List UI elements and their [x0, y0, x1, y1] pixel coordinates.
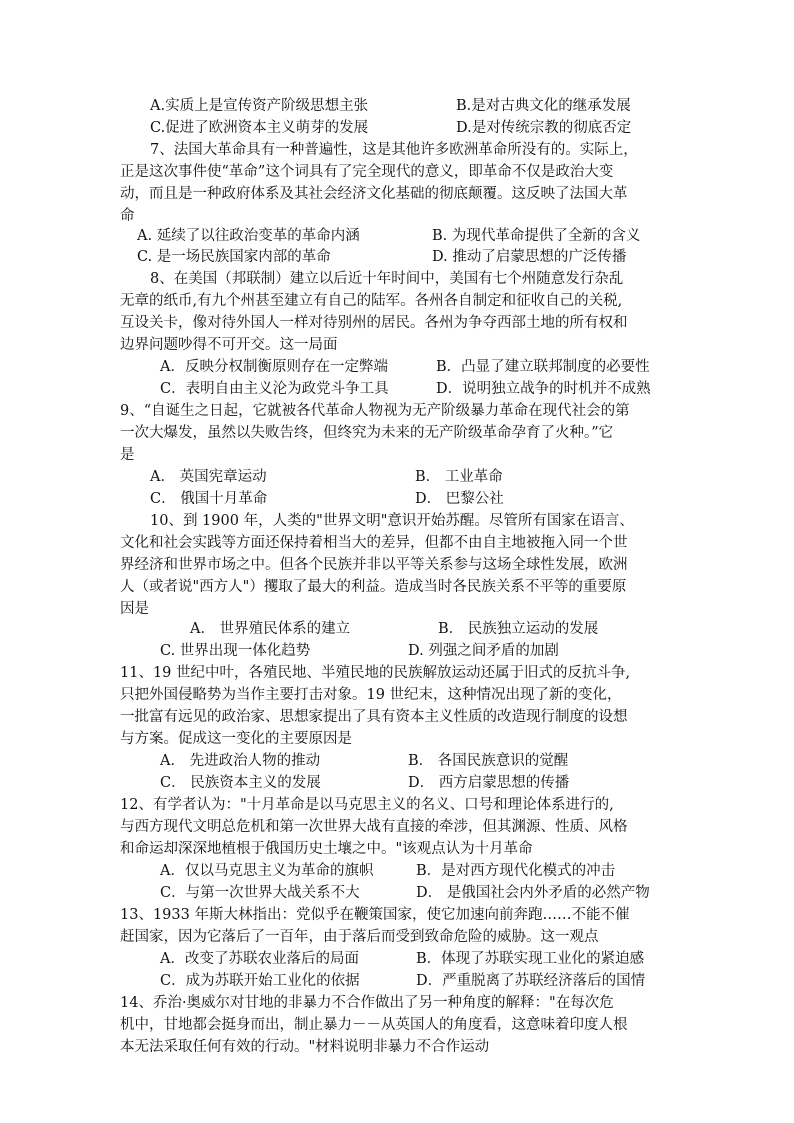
q9-stem-line-2: 一次大爆发，虽然以失败告终，但终究为未来的无产阶级革命孕育了火种。”它: [120, 425, 614, 441]
q10-stem-line-5: 因是: [120, 601, 149, 617]
q7-option-d: D. 推动了启蒙思想的广泛传播: [432, 249, 627, 265]
q10-option-b: B． 民族独立运动的发展: [438, 621, 599, 637]
q11-stem-line-2: 只把外国侵略势为当作主要打击对象。19 世纪末，这种情况出现了新的变化，: [120, 687, 622, 703]
q8-stem-line-2: 无章的纸币,有九个州甚至建立有自己的陆军。各州各自制定和征收自己的关税,: [120, 293, 623, 309]
q12-stem-line-3: 和命运却深深地植根于俄国历史土壤之中。"该观点认为十月革命: [120, 841, 533, 857]
q13-option-d: D．严重脱离了苏联经济落后的国情: [416, 973, 646, 989]
q7-stem-line-3: 动，而且是一种政府体系及其社会经济文化基础的彻底颠覆。这反映了法国大革: [120, 186, 628, 202]
q9-option-b: B． 工业革命: [415, 469, 503, 485]
q10-option-d: D. 列强之间矛盾的加剧: [408, 643, 559, 659]
q14-stem-line-3: 本无法采取任何有效的行动。"材料说明非暴力不合作运动: [120, 1039, 490, 1055]
q11-option-a: A． 先进政治人物的推动: [160, 753, 321, 769]
q13-stem-line-1: 13、1933 年斯大林指出：党似乎在鞭策国家，使它加速向前奔跑……不能不催: [120, 907, 630, 923]
q7-option-a: A. 延续了以往政治变革的革命内涵: [137, 228, 360, 244]
q12-option-d: D． 是俄国社会内外矛盾的必然产物: [416, 885, 650, 901]
q8-option-a: A．反映分权制衡原则存在一定弊端: [160, 359, 388, 375]
q10-option-a: A． 世界殖民体系的建立: [190, 621, 351, 637]
q7-option-b: B. 为现代革命提供了全新的含义: [432, 228, 641, 244]
q11-stem-line-1: 11、19 世纪中叶，各殖民地、半殖民地的民族解放运动还属于旧式的反抗斗争,: [120, 665, 631, 681]
q8-stem-line-1: 8、在美国（邦联制）建立以后近十年时间中，美国有七个州随意发行杂乱: [150, 271, 624, 287]
q8-stem-line-4: 边界问题吵得不可开交。这一局面: [120, 337, 338, 353]
q14-stem-line-1: 14、乔治·奥威尔对甘地的非暴力不合作做出了另一种角度的解释："在每次危: [120, 995, 614, 1011]
q10-stem-line-2: 文化和社会实践等方面还保持着相当大的差异，但都不由自主地被拖入同一个世: [120, 535, 628, 551]
q10-stem-line-1: 10、到 1900 年，人类的"世界文明"意识开始苏醒。尽管所有国家在语言、: [150, 513, 634, 529]
q7-option-c: C. 是一场民族国家内部的革命: [137, 249, 331, 265]
q13-option-a: A．改变了苏联农业落后的局面: [160, 951, 359, 967]
q10-option-c: C. 世界出现一体化趋势: [160, 643, 311, 659]
q11-option-b: B． 各国民族意识的觉醒: [408, 753, 569, 769]
q7-stem-line-2: 正是这次事件使“革命”这个词具有了完全现代的意义，即革命不仅是政治大变: [120, 164, 614, 180]
q9-stem-line-1: 9、“自诞生之日起，它就被各代革命人物视为无产阶级暴力革命在现代社会的第: [120, 403, 630, 419]
q11-stem-line-3: 一批富有远见的政治家、思想家提出了具有资本主义性质的改造现行制度的设想: [120, 709, 628, 725]
q12-option-a: A．仅以马克思主义为革命的旗帜: [160, 863, 374, 879]
q13-option-c: C．成为苏联开始工业化的依据: [160, 973, 360, 989]
q13-stem-line-2: 赶国家，因为它落后了一百年，由于落后而受到致命危险的威胁。这一观点: [120, 929, 599, 945]
q9-option-a: A． 英国宪章运动: [150, 469, 267, 485]
q11-option-d: D． 西方启蒙思想的传播: [408, 775, 570, 791]
q9-option-d: D． 巴黎公社: [415, 491, 504, 507]
q9-stem-line-3: 是: [120, 447, 135, 463]
q12-stem-line-1: 12、有学者认为："十月革命是以马克思主义的名义、口号和理论体系进行的,: [120, 797, 614, 813]
q7-stem-line-1: 7、法国大革命具有一种普遍性，这是其他许多欧洲革命所没有的。实际上，: [150, 142, 638, 158]
q11-option-c: C． 民族资本主义的发展: [160, 775, 321, 791]
q7-stem-line-4: 命: [120, 208, 135, 224]
q10-stem-line-3: 界经济和世界市场之中。但各个民族并非以平等关系参与这场全球性发展，欧洲: [120, 557, 628, 573]
q12-option-c: C．与第一次世界大战关系不大: [160, 885, 360, 901]
q6-option-b: B.是对古典文化的继承发展: [456, 98, 631, 114]
q12-stem-line-2: 与西方现代文明总危机和第一次世界大战有直接的牵涉，但其渊源、性质、风格: [120, 819, 628, 835]
q6-option-c: C.促进了欧洲资本主义萌芽的发展: [150, 120, 369, 136]
q14-stem-line-2: 机中，甘地都会挺身而出，制止暴力－－从英国人的角度看，这意味着印度人根: [120, 1017, 628, 1033]
q10-stem-line-4: 人（或者说"西方人"）攫取了最大的利益。造成当时各民族关系不平等的重要原: [120, 579, 627, 595]
q13-option-b: B．体现了苏联实现工业化的紧迫感: [416, 951, 645, 967]
q6-option-d: D.是对传统宗教的彻底否定: [456, 120, 632, 136]
q8-option-c: C．表明自由主义沦为政党斗争工具: [160, 381, 389, 397]
q9-option-c: C． 俄国十月革命: [150, 491, 268, 507]
q11-stem-line-4: 与方案。促成这一变化的主要原因是: [120, 731, 352, 747]
q8-option-d: D．说明独立战争的时机并不成熟: [436, 381, 651, 397]
q8-stem-line-3: 互设关卡，像对待外国人一样对待别州的居民。各州为争夺西部土地的所有权和: [120, 315, 628, 331]
q6-option-a: A.实质上是宣传资产阶级思想主张: [150, 98, 369, 114]
q12-option-b: B．是对西方现代化模式的冲击: [416, 863, 616, 879]
q8-option-b: B．凸显了建立联邦制度的必要性: [436, 359, 650, 375]
